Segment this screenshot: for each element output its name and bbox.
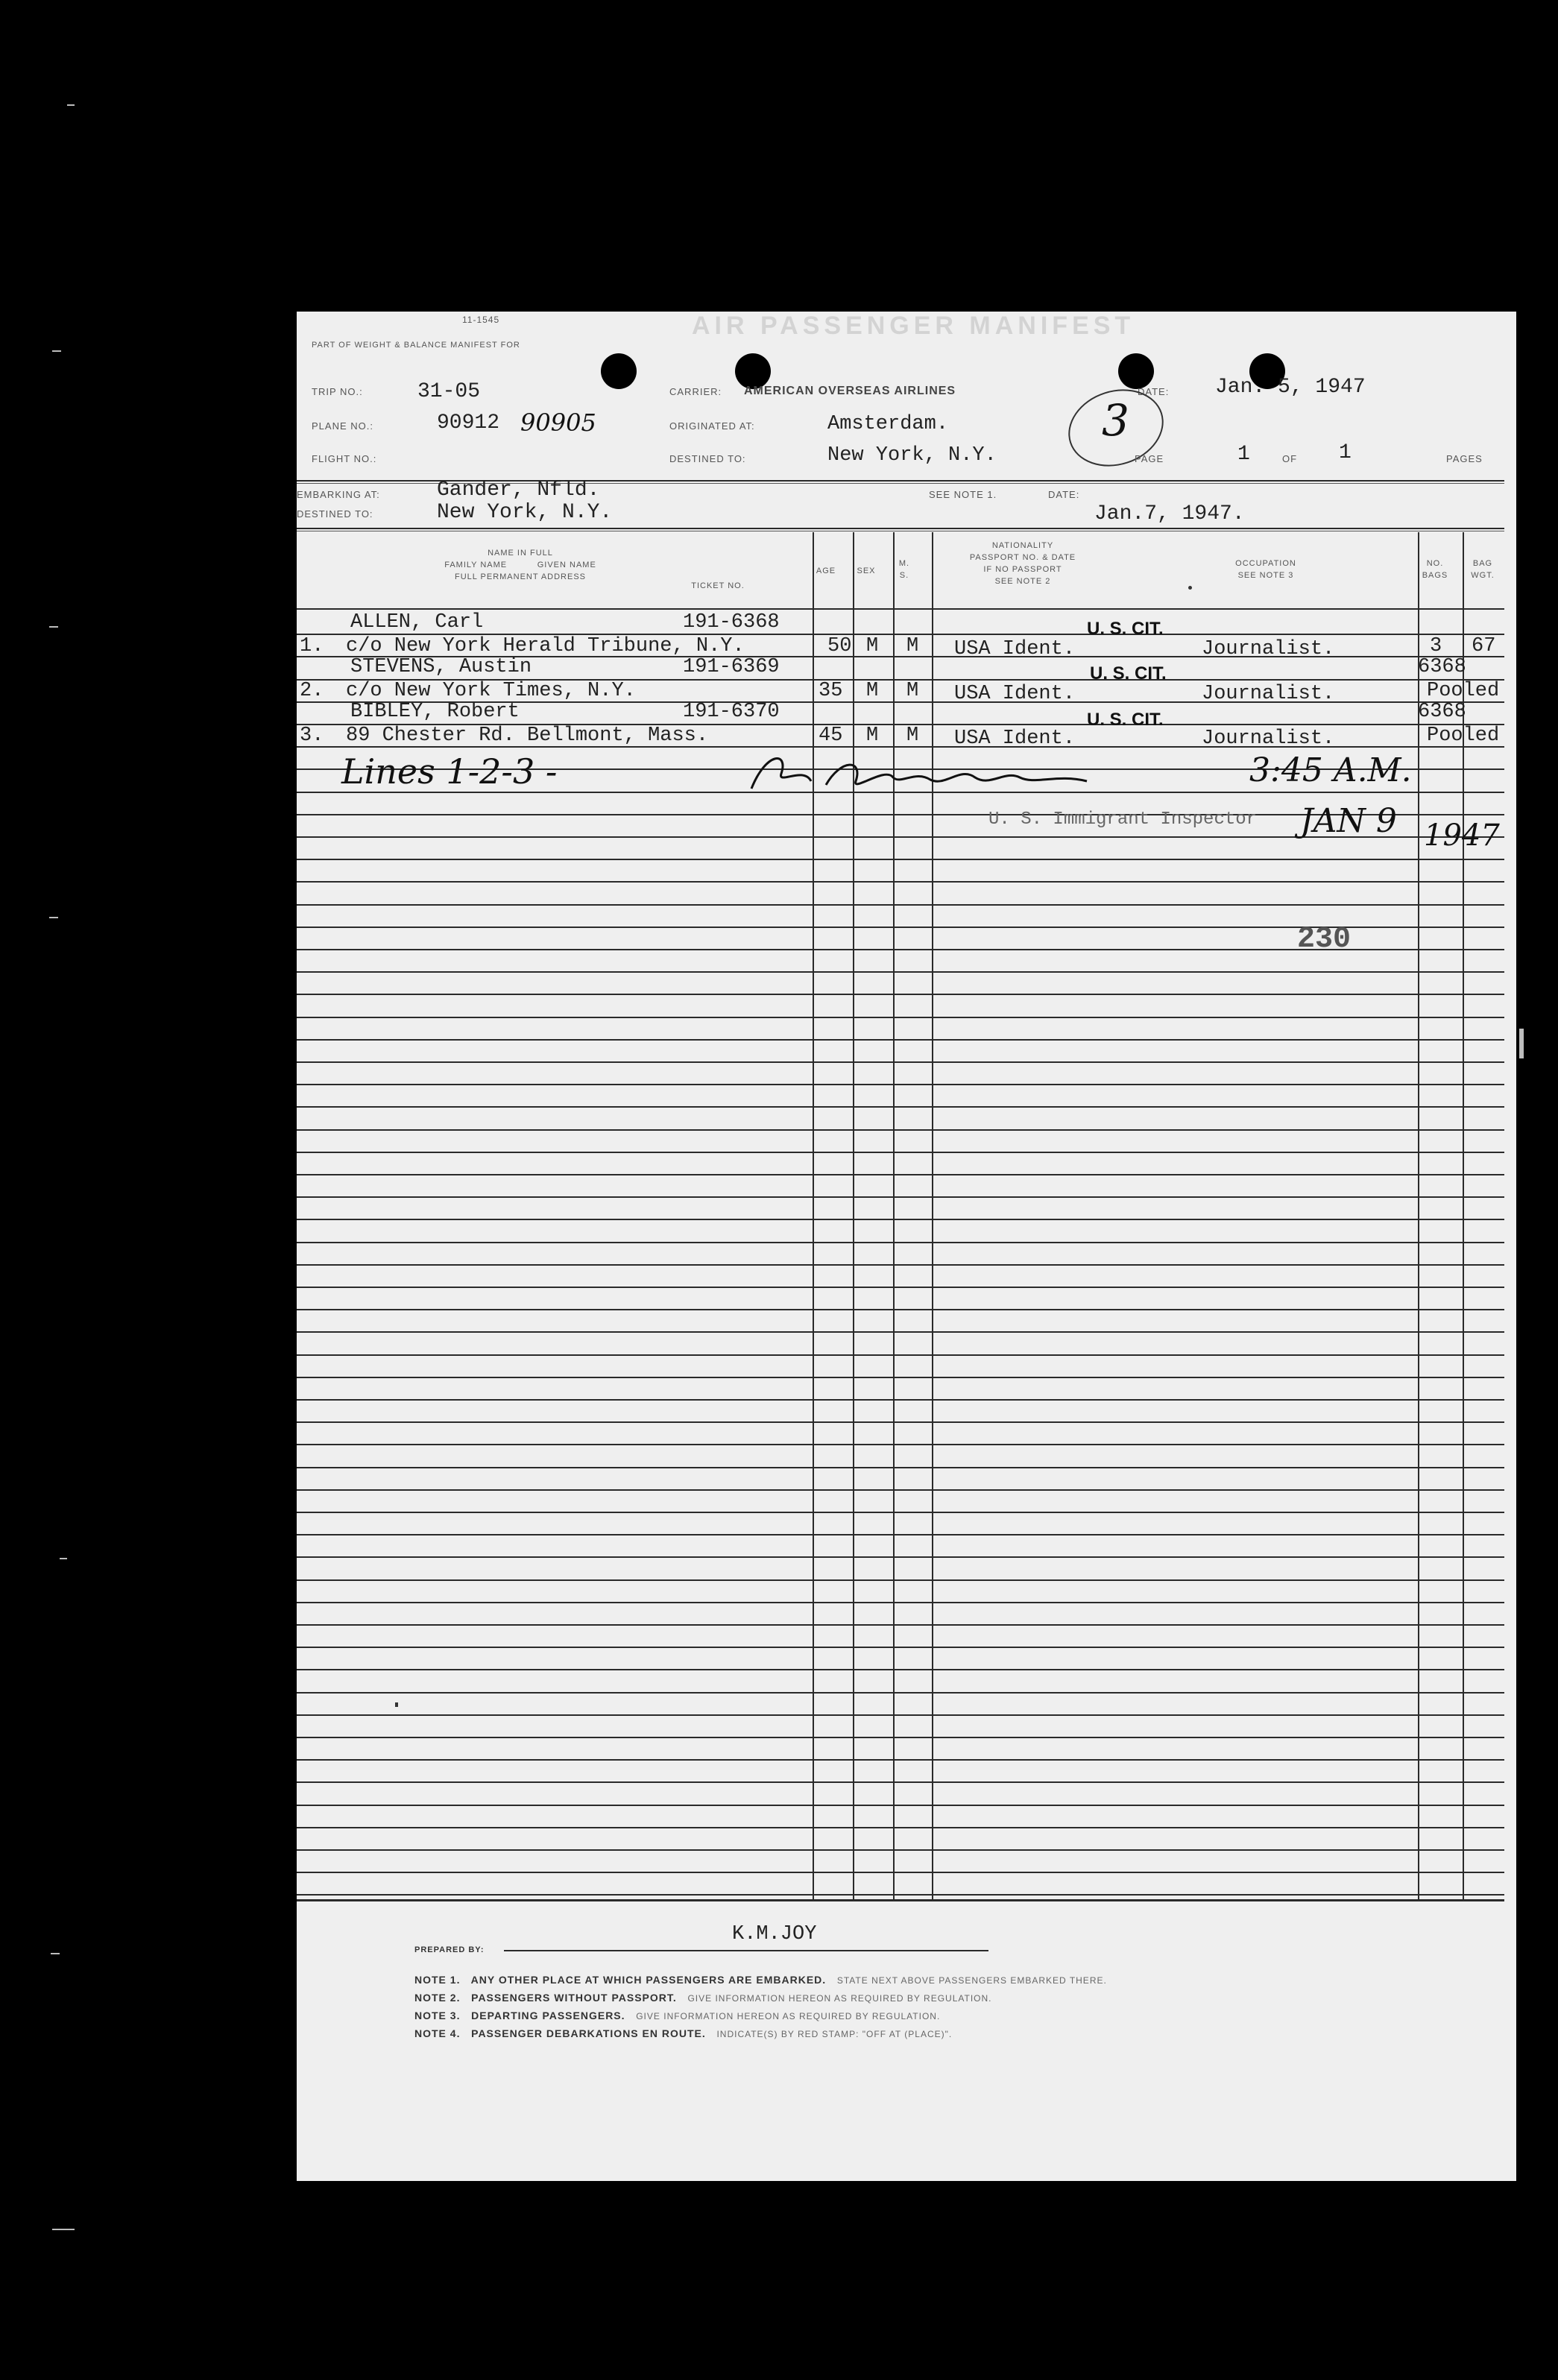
row-rule [297,1692,1504,1694]
passenger-age: 45 [819,725,843,747]
col-ms-line: S. [899,571,909,580]
row-rule [297,1264,1504,1266]
passenger-ms: M [906,635,919,657]
handwritten-time: 3:45 A.M. [1249,751,1412,789]
passenger-sex: M [866,635,879,657]
row-rule [297,1737,1504,1738]
row-rule [297,1129,1504,1131]
col-divider [932,532,933,1901]
margin-mark [52,2229,75,2230]
col-divider [813,532,814,1901]
row-rule [297,1579,1504,1581]
note-main: PASSENGER DEBARKATIONS EN ROUTE. [471,2027,706,2039]
passenger-sex: M [866,680,879,702]
passenger-nationality: USA Ident. [954,638,1076,660]
row-rule [297,1872,1504,1873]
col-occ-line: OCCUPATION [1235,559,1296,568]
row-rule [297,859,1504,860]
passenger-name: BIBLEY, Robert [350,701,520,723]
col-bagwt-line: BAG [1472,559,1493,568]
originated: Amsterdam. [827,413,949,435]
punch-hole [1118,353,1154,389]
col-header-bags [1416,558,1454,581]
inspector-stamp: U. S. Immigrant Inspector [988,809,1258,830]
punch-hole [601,353,637,389]
note-detail: GIVE INFORMATION HEREON AS REQUIRED BY REGULATION. [687,1993,992,2004]
col-bagwt-line: WGT. [1471,571,1495,580]
note-label: NOTE 3. [414,2010,461,2021]
row-rule [297,1849,1504,1851]
row-rule [297,1377,1504,1378]
margin-mark [67,104,75,106]
col-ms-line: M. [898,559,910,568]
margin-mark [49,626,58,628]
originated-label: ORIGINATED AT: [669,420,755,432]
circled-mark-number: 3 [1102,395,1129,446]
note-3 [414,2010,1107,2021]
page-total: 1 [1339,441,1352,464]
margin-mark [49,917,58,918]
row-rule [297,904,1504,906]
handwritten-lines-note: Lines 1-2-3 - [341,751,558,792]
passenger-address: c/o New York Herald Tribune, N.Y. [346,635,745,657]
col-name-line: FULL PERMANENT ADDRESS [454,572,587,581]
row-rule [297,1152,1504,1153]
col-bags-line: BAGS [1422,571,1448,580]
col-divider [853,532,854,1901]
row-rule [297,1781,1504,1783]
col-divider [1418,532,1419,1901]
footer-notes [414,1974,1107,2039]
citizen-stamp: U. S. CIT. [1087,710,1164,730]
row-number: 1. [300,635,324,657]
passenger-bag-weight: Pooled [1427,725,1500,747]
row-rule [297,1331,1504,1333]
row-rule [297,1669,1504,1670]
passenger-age: 35 [819,680,843,702]
col-header-bag-wt [1464,558,1501,581]
stamp-year: 1947 [1424,818,1500,853]
row-rule [297,1399,1504,1401]
margin-mark [51,1953,60,1954]
row-rule [297,1534,1504,1535]
col-name-line: NAME IN FULL [488,549,553,558]
embarking-label: EMBARKING AT: [297,489,380,500]
citizen-stamp: U. S. CIT. [1090,663,1167,684]
col-divider [893,532,895,1901]
row-rule [297,881,1504,883]
of-label: OF [1282,453,1298,464]
note-label: NOTE 2. [414,1992,461,2004]
manifest-sheet [297,312,1516,2181]
passenger-ticket: 191-6368 [683,611,780,634]
row-rule [297,1805,1504,1806]
column-header-rule [297,608,1504,610]
row-rule [297,1894,1504,1896]
note-2 [414,1992,1107,2004]
row-rule [297,1309,1504,1310]
punch-hole [735,353,771,389]
col-nat-line: IF NO PASSPORT [983,565,1062,574]
note-detail: INDICATE(S) BY RED STAMP: "OFF AT (PLACE)". [716,2029,953,2039]
row-rule [297,1444,1504,1445]
row-rule [297,994,1504,995]
row-rule [297,1647,1504,1648]
passenger-nationality: USA Ident. [954,727,1076,750]
col-header-age: AGE [816,566,836,575]
row-rule [297,1556,1504,1558]
destined-label: DESTINED TO: [669,453,746,464]
passenger-ticket: 191-6369 [683,656,780,678]
row-rule [297,1489,1504,1491]
passenger-bags: 6368 [1418,701,1466,723]
row-rule [297,1287,1504,1288]
row-rule [297,1624,1504,1626]
destined2-label: DESTINED TO: [297,508,373,520]
passenger-occupation: Journalist. [1202,638,1335,660]
prepared-by-label: PREPARED BY: [414,1945,485,1954]
note-label: NOTE 4. [414,2027,461,2039]
row-rule [297,1602,1504,1603]
passenger-bags: 3 [1430,635,1442,657]
col-header-occupation [1206,558,1325,581]
margin-mark [1519,1029,1524,1058]
citizen-stamp: U. S. CIT. [1087,619,1164,639]
row-number: 2. [300,680,324,702]
row-rule [297,1174,1504,1175]
col-name-line: FAMILY NAME GIVEN NAME [444,561,596,569]
plane-no: 90912 [437,411,500,435]
date-label: DATE: [1138,386,1170,397]
row-rule [297,1354,1504,1356]
date2-label: DATE: [1048,489,1080,500]
row-rule [297,1219,1504,1220]
plane-no-handwritten: 90905 [520,408,596,437]
note-main: PASSENGERS WITHOUT PASSPORT. [471,1992,677,2004]
row-rule [297,1512,1504,1513]
header-dot [1188,586,1192,590]
date2: Jan.7, 1947. [1094,502,1245,525]
paper-speck [395,1702,398,1707]
row-rule [297,1827,1504,1828]
row-rule [297,1759,1504,1761]
prepared-by: K.M.JOY [732,1923,817,1945]
col-nat-line: SEE NOTE 2 [994,577,1051,586]
col-header-ms [893,558,915,581]
passenger-ms: M [906,680,919,702]
stamp-date: JAN 9 [1300,802,1397,840]
col-header-sex: SEX [857,566,876,575]
note-detail: STATE NEXT ABOVE PASSENGERS EMBARKED THERE. [836,1975,1107,1986]
note-4 [414,2027,1107,2039]
carrier-name: AMERICAN OVERSEAS AIRLINES [744,385,956,397]
col-bags-line: NO. [1426,559,1444,568]
destined: New York, N.Y. [827,444,997,467]
row-rule [297,1106,1504,1108]
margin-mark [60,1558,67,1559]
col-nat-line: NATIONALITY [991,541,1054,550]
row-number: 3. [300,725,324,747]
page-label: PAGE [1135,453,1164,464]
note-1 [414,1974,1107,1986]
note-main: ANY OTHER PLACE AT WHICH PASSENGERS ARE EMBARKED. [470,1974,827,1986]
row-rule [297,1196,1504,1198]
form-title: AIR PASSENGER MANIFEST [692,312,1135,340]
note-label: NOTE 1. [414,1974,461,1986]
embarking: Gander, Nfld. [437,479,600,502]
passenger-ticket: 191-6370 [683,701,780,723]
date: Jan. 5, 1947 [1215,376,1366,399]
row-rule [297,1242,1504,1243]
page-num: 1 [1237,443,1250,466]
row-rule [297,1467,1504,1468]
col-header-nationality [933,540,1112,587]
passenger-nationality: USA Ident. [954,683,1076,705]
prepared-by-line [504,1950,988,1951]
pages-label: PAGES [1446,453,1483,464]
passenger-age: 50 [827,635,852,657]
note-detail: GIVE INFORMATION HEREON AS REQUIRED BY REGULATION. [636,2011,941,2021]
passenger-occupation: Journalist. [1202,727,1335,750]
passenger-occupation: Journalist. [1202,683,1335,705]
passenger-sex: M [866,725,879,747]
part-of-label: PART OF WEIGHT & BALANCE MANIFEST FOR [312,341,520,350]
carrier-label: CARRIER: [669,386,722,397]
row-rule [297,1017,1504,1018]
row-rule [297,1039,1504,1041]
plane-no-label: PLANE NO.: [312,420,373,432]
col-header-ticket: TICKET NO. [691,581,745,590]
row-rule [297,1061,1504,1063]
row-rule [297,1084,1504,1085]
passenger-name: ALLEN, Carl [350,611,484,634]
stamp-number: 230 [1297,923,1352,956]
row-rule [297,971,1504,973]
note-main: DEPARTING PASSENGERS. [471,2010,625,2021]
trip-no-label: TRIP NO.: [312,386,363,397]
see-note-label: SEE NOTE 1. [929,489,997,500]
col-occ-line: SEE NOTE 3 [1237,571,1294,580]
margin-mark [52,350,61,352]
col-nat-line: PASSPORT NO. & DATE [969,553,1076,562]
form-ref: 11-1545 [462,315,500,325]
passenger-name: STEVENS, Austin [350,656,532,678]
inspector-signature [737,744,1094,804]
passenger-ms: M [906,725,919,747]
row-rule [297,1714,1504,1716]
passenger-bags: 6368 [1418,656,1466,678]
flight-no-label: FLIGHT NO.: [312,453,377,464]
row-rule [297,1421,1504,1423]
passenger-address: c/o New York Times, N.Y. [346,680,636,702]
passenger-bag-weight: 67 [1472,635,1496,657]
destined2: New York, N.Y. [437,501,613,524]
col-header-name [409,547,632,583]
passenger-address: 89 Chester Rd. Bellmont, Mass. [346,725,709,747]
trip-no: 31-05 [417,380,481,403]
table-bottom-rule [297,1899,1504,1901]
passenger-bag-weight: Pooled [1427,680,1500,702]
table-top-rule [297,528,1504,529]
